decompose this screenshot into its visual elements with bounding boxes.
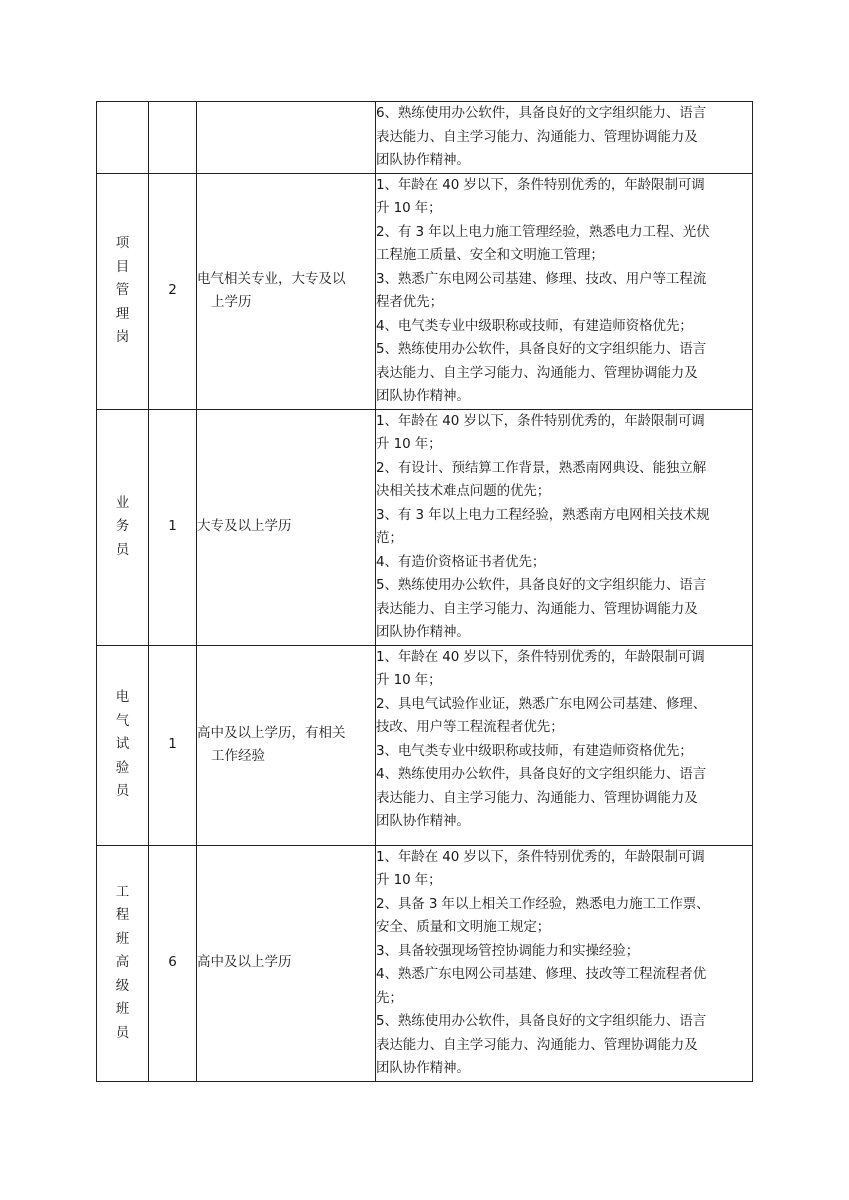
headcount-cell: [149, 102, 197, 174]
requirement-line: 团队协作精神。: [376, 624, 470, 640]
education-cell: [197, 845, 376, 1081]
education-cell: [197, 102, 376, 174]
requirement-line: 4、电气类专业中级职称或技师，有建造师资格优先；: [376, 317, 693, 334]
requirement-line: 先；: [376, 989, 403, 1006]
education-line: 上学历: [211, 294, 252, 310]
requirement-line: 范；: [376, 530, 403, 546]
position-char: 班: [115, 930, 130, 947]
table-row: [97, 173, 753, 409]
position-char: 员: [115, 1024, 130, 1041]
requirement-line: 4、熟悉广东电网公司基建、修理、技改等工程流程者优: [376, 966, 707, 982]
position-char: 试: [115, 736, 130, 753]
education-line: 大专及以上学历: [197, 518, 292, 535]
requirement-line: 3、具备较强现场管控协调能力和实操经验；: [376, 942, 640, 959]
position-char: 验: [115, 759, 130, 776]
requirement-line: 2、有设计、预结算工作背景，熟悉南网典设、能独立解: [376, 459, 707, 476]
requirement-line: 3、熟悉广东电网公司基建、修理、技改、用户等工程流: [376, 270, 707, 287]
requirement-line: 1、年龄在 40 岁以下，条件特别优秀的，年龄限制可调: [376, 648, 705, 665]
headcount-cell: 1: [149, 645, 197, 845]
requirement-line: 工程施工质量、安全和文明施工管理；: [376, 247, 604, 263]
table-row: [97, 102, 753, 174]
requirement-line: 6、熟练使用办公软件，具备良好的文字组织能力、语言: [376, 105, 707, 121]
headcount-cell: 1: [149, 409, 197, 645]
table-row: [97, 645, 753, 845]
requirement-line: 表达能力、自主学习能力、沟通能力、管理协调能力及: [376, 128, 698, 145]
requirement-line: 升 10 年；: [376, 200, 442, 216]
position-char: 员: [115, 783, 130, 800]
headcount-cell: 6: [149, 845, 197, 1081]
position-char: 高: [115, 954, 130, 971]
education-line: 高中及以上学历: [197, 954, 292, 971]
requirement-line: 升 10 年；: [376, 872, 442, 888]
table-row: [97, 845, 753, 1081]
requirement-line: 团队协作精神。: [376, 152, 470, 168]
requirements-cell: [376, 173, 753, 409]
requirement-line: 4、有造价资格证书者优先；: [376, 553, 546, 570]
requirement-line: 1、年龄在 40 岁以下，条件特别优秀的，年龄限制可调: [376, 412, 705, 429]
recruitment-table-body: [97, 102, 753, 1082]
position-char: 气: [115, 712, 130, 729]
requirement-line: 2、有 3 年以上电力施工管理经验，熟悉电力工程、光伏: [376, 223, 710, 240]
education-cell: [197, 645, 376, 845]
requirement-line: 表达能力、自主学习能力、沟通能力、管理协调能力及: [376, 364, 698, 381]
requirement-line: 表达能力、自主学习能力、沟通能力、管理协调能力及: [376, 1036, 698, 1053]
requirement-line: 决相关技术难点问题的优先；: [376, 483, 551, 499]
requirement-line: 升 10 年；: [376, 672, 442, 688]
requirement-line: 2、具电气试验作业证，熟悉广东电网公司基建、修理、: [376, 695, 707, 712]
requirements-cell: [376, 645, 753, 845]
position-cell: [97, 409, 149, 645]
position-char: 工: [115, 883, 130, 900]
position-char: 业: [115, 494, 130, 511]
position-char: 程: [115, 907, 130, 924]
recruitment-table: [96, 101, 753, 1082]
requirement-line: 技改、用户等工程流程者优先；: [376, 719, 564, 735]
requirement-line: 3、电气类专业中级职称或技师，有建造师资格优先；: [376, 742, 693, 759]
position-char: 班: [115, 1001, 130, 1018]
position-char: 电: [115, 689, 130, 706]
position-char: 目: [115, 258, 130, 275]
headcount-cell: 2: [149, 173, 197, 409]
position-char: 务: [115, 518, 130, 535]
requirements-cell: [376, 409, 753, 645]
requirements-cell: [376, 102, 753, 174]
position-char: 岗: [115, 329, 130, 346]
education-line: 工作经验: [211, 748, 265, 764]
education-line: 高中及以上学历，有相关: [197, 724, 346, 741]
requirement-line: 5、熟练使用办公软件，具备良好的文字组织能力、语言: [376, 341, 707, 357]
requirement-line: 团队协作精神。: [376, 388, 470, 404]
requirement-line: 1、年龄在 40 岁以下，条件特别优秀的，年龄限制可调: [376, 176, 705, 193]
position-char: 级: [115, 977, 130, 994]
position-cell: [97, 645, 149, 845]
requirement-line: 3、有 3 年以上电力工程经验，熟悉南方电网相关技术规: [376, 506, 710, 523]
requirement-line: 升 10 年；: [376, 436, 442, 452]
position-cell: [97, 102, 149, 174]
requirement-line: 表达能力、自主学习能力、沟通能力、管理协调能力及: [376, 789, 698, 806]
education-cell: [197, 173, 376, 409]
position-cell: [97, 173, 149, 409]
requirements-cell: [376, 845, 753, 1081]
table-row: [97, 409, 753, 645]
requirement-line: 表达能力、自主学习能力、沟通能力、管理协调能力及: [376, 600, 698, 617]
position-char: 管: [115, 282, 130, 299]
requirement-line: 5、熟练使用办公软件，具备良好的文字组织能力、语言: [376, 1013, 707, 1029]
requirement-line: 5、熟练使用办公软件，具备良好的文字组织能力、语言: [376, 577, 707, 593]
position-char: 员: [115, 541, 130, 558]
requirement-line: 程者优先；: [376, 294, 443, 310]
requirement-line: 团队协作精神。: [376, 813, 470, 829]
position-cell: [97, 845, 149, 1081]
education-line: 电气相关专业，大专及以: [197, 270, 346, 287]
requirement-line: 团队协作精神。: [376, 1060, 470, 1076]
requirement-line: 安全、质量和文明施工规定；: [376, 919, 551, 935]
position-char: 理: [115, 305, 130, 322]
requirement-line: 4、熟练使用办公软件，具备良好的文字组织能力、语言: [376, 766, 707, 782]
requirement-line: 2、具备 3 年以上相关工作经验，熟悉电力施工工作票、: [376, 895, 710, 912]
position-char: 项: [115, 235, 130, 252]
requirement-line: 1、年龄在 40 岁以下，条件特别优秀的，年龄限制可调: [376, 848, 705, 865]
education-cell: [197, 409, 376, 645]
